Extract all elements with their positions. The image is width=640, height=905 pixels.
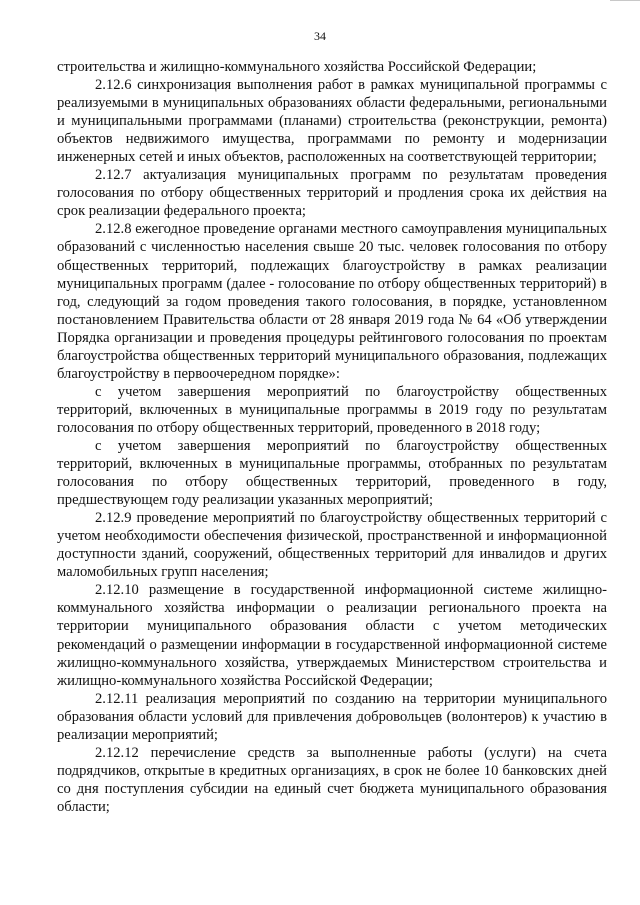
document-body bbox=[57, 58, 607, 816]
paragraph-2-12-11: 2.12.11 реализация мероприятий по созданию на территории муниципального образования области условий для привлечения добровольцев (волонтеров) к участию в реализации мероприятий; bbox=[57, 690, 607, 743]
scan-edge-mark bbox=[610, 0, 640, 5]
page-number: 34 bbox=[314, 29, 326, 43]
paragraph-continuation: строительства и жилищно-коммунального хозяйства Российской Федерации; bbox=[57, 59, 537, 75]
paragraph-2-12-9: 2.12.9 проведение мероприятий по благоустройству общественных территорий с учетом необходимости обеспечения физической, пространственной и информационной доступности зданий, сооружений, общественных территорий для инвалидов и других маломобильных групп населения; bbox=[57, 510, 607, 581]
paragraph-2-12-8-item-1: с учетом завершения мероприятий по благоустройству общественных территорий, включенных в муниципальные программы в 2019 году по результатам голосования по отбору общественных территорий, проведенного в 2018 году; bbox=[57, 383, 607, 436]
paragraph-2-12-8-item-2: с учетом завершения мероприятий по благоустройству общественных территорий, включенных в муниципальные программы, отобранных по результатам голосования по отбору общественных территорий, проведенного в году, предшествующем году реализации указанных мероприятий; bbox=[57, 437, 607, 509]
paragraph-2-12-10: 2.12.10 размещение в государственной информационной системе жилищно-коммунального хозяйства информации о реализации регионального проекта на территории муниципального образования области с учетом методических рекомендаций о размещении информации в государственной информационной системе жилищно-коммунального хозяйства, утверждаемых Министерством строительства и жилищно-коммунального хозяйства Российской Федерации; bbox=[57, 582, 607, 689]
paragraph-2-12-7: 2.12.7 актуализация муниципальных программ по результатам проведения голосования по отбору общественных территорий и продления срока их действия на срок реализации федерального проекта; bbox=[57, 167, 607, 220]
paragraph-2-12-12: 2.12.12 перечисление средств за выполненные работы (услуги) на счета подрядчиков, открытые в кредитных организациях, в срок не более 10 банковских дней со дня поступления субсидии на единый счет бюджета муниципального образования области; bbox=[57, 744, 607, 815]
paragraph-2-12-6: 2.12.6 синхронизация выполнения работ в рамках муниципальной программы с реализуемыми в муниципальных образованиях области федеральными, региональными и муниципальными программами (планами) строительства (реконструкции, ремонта) объектов недвижимого имущества, программами по ремонту и модернизации инженерных сетей и иных объектов, расположенных на соответствующей территории; bbox=[57, 77, 607, 166]
paragraph-2-12-8: 2.12.8 ежегодное проведение органами местного самоуправления муниципальных образований с численностью населения свыше 20 тыс. человек голосования по отбору общественных территорий, подлежащих благоустройству в рамках реализации муниципальных программ (далее - голосование по отбору общественных территорий) в год, следующий за годом проведения такого голосования, в порядке, установленном постановлением Правительства области от 28 января 2019 года № 64 «Об утверждении Порядка организации и проведения процедуры рейтингового голосования по проектам благоустройства общественных территорий муниципального образования, подлежащих благоустройству в первоочередном порядке»: bbox=[57, 221, 607, 382]
